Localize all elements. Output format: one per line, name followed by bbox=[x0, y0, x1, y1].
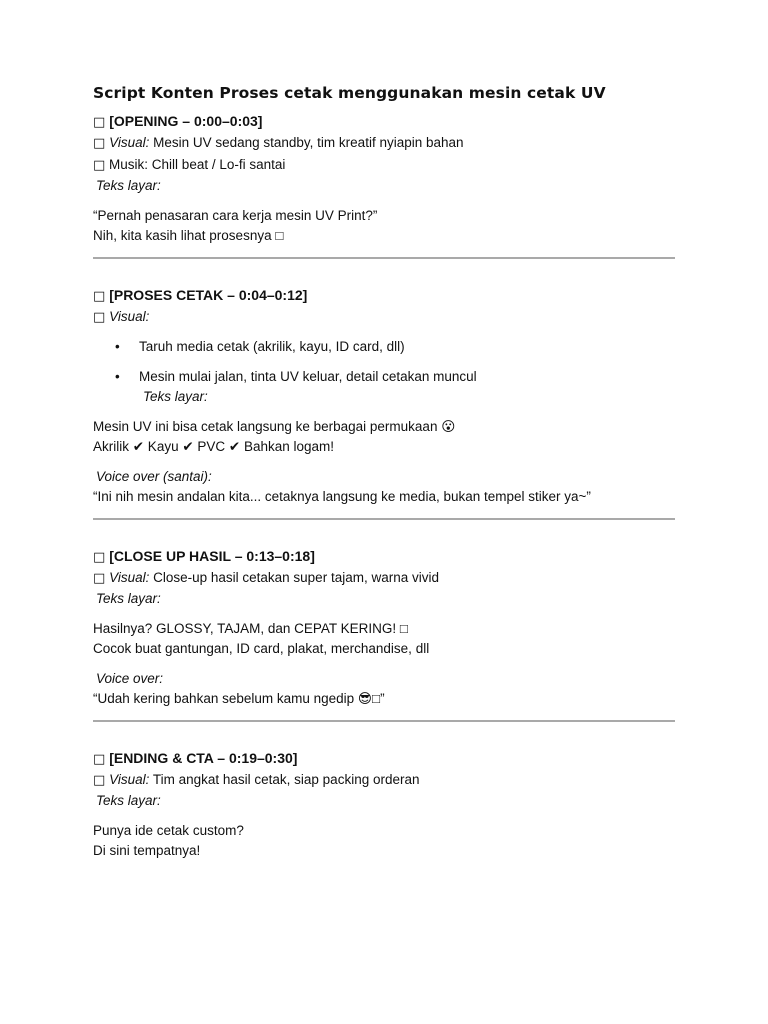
section-ending-cta bbox=[93, 748, 675, 862]
section-heading: □ [ENDING & CTA – 0:19–0:30] bbox=[93, 749, 298, 767]
missing-glyph-icon: □ bbox=[93, 115, 106, 130]
missing-glyph-icon: □ bbox=[93, 570, 106, 586]
voice-over-text: “Udah kering bahkan sebelum kamu ngedip 😎□” bbox=[93, 691, 385, 706]
document-title: Script Konten Proses cetak menggunakan mesin cetak UV bbox=[93, 84, 606, 102]
voice-over-text: “Ini nih mesin andalan kita... cetaknya langsung ke media, bukan tempel stiker ya~” bbox=[93, 489, 591, 504]
section-proses-cetak bbox=[93, 285, 675, 520]
teks-layar-label: Teks layar: bbox=[96, 178, 161, 193]
section-close-up-hasil bbox=[93, 546, 675, 722]
visual-line bbox=[93, 133, 675, 155]
music-text: Musik: Chill beat / Lo-fi santai bbox=[105, 156, 286, 172]
teks-line: Akrilik ✔ Kayu ✔ PVC ✔ Bahkan logam! bbox=[93, 439, 335, 454]
missing-glyph-icon: □ bbox=[93, 157, 106, 173]
list-item: • Taruh media cetak (akrilik, kayu, ID card, dll) bbox=[93, 337, 675, 358]
missing-glyph-icon: □ bbox=[93, 549, 106, 565]
voice-over-label: Voice over: bbox=[96, 670, 164, 686]
section-heading: □ [PROSES CETAK – 0:04–0:12] bbox=[93, 286, 308, 304]
document-body bbox=[93, 84, 675, 862]
teks-line: Mesin UV ini bisa cetak langsung ke berbagai permukaan 😮 bbox=[93, 418, 456, 434]
voice-over-label: Voice over (santai): bbox=[96, 468, 212, 484]
music-line bbox=[93, 155, 675, 177]
missing-glyph-icon: □ bbox=[93, 288, 106, 304]
teks-line: Cocok buat gantungan, ID card, plakat, merchandise, dll bbox=[93, 641, 430, 656]
visual-bullet-list bbox=[93, 337, 675, 387]
missing-glyph-icon: □ bbox=[93, 136, 106, 151]
section-heading: □ [CLOSE UP HASIL – 0:13–0:18] bbox=[93, 547, 315, 565]
visual-line bbox=[93, 307, 675, 329]
visual-line bbox=[93, 568, 675, 590]
teks-layar-label: Teks layar: bbox=[96, 591, 161, 606]
visual-label: Visual: bbox=[109, 308, 150, 324]
list-item: • Mesin mulai jalan, tinta UV keluar, detail cetakan muncul bbox=[93, 367, 675, 388]
missing-glyph-icon: □ bbox=[93, 309, 106, 325]
visual-text: Tim angkat hasil cetak, siap packing orderan bbox=[149, 771, 420, 787]
teks-line: Di sini tempatnya! bbox=[93, 843, 201, 858]
teks-layar-label: Teks layar: bbox=[96, 793, 161, 808]
teks-line: Hasilnya? GLOSSY, TAJAM, dan CEPAT KERING! □ bbox=[93, 620, 409, 636]
missing-glyph-icon: □ bbox=[93, 772, 106, 788]
visual-line bbox=[93, 770, 675, 792]
teks-line: Punya ide cetak custom? bbox=[93, 822, 244, 838]
visual-label: Visual: bbox=[109, 771, 150, 787]
teks-layar-label: Teks layar: bbox=[143, 389, 208, 404]
visual-text: Close-up hasil cetakan super tajam, warna vivid bbox=[149, 569, 439, 585]
missing-glyph-icon: □ bbox=[93, 751, 106, 767]
visual-text: Mesin UV sedang standby, tim kreatif nyiapin bahan bbox=[149, 135, 464, 150]
visual-label: Visual: bbox=[109, 135, 150, 150]
section-heading: □ [OPENING – 0:00–0:03] bbox=[93, 113, 263, 130]
section-opening bbox=[93, 111, 675, 259]
teks-line: Nih, kita kasih lihat prosesnya □ bbox=[93, 228, 284, 243]
visual-label: Visual: bbox=[109, 569, 150, 585]
teks-line: “Pernah penasaran cara kerja mesin UV Print?” bbox=[93, 207, 378, 223]
